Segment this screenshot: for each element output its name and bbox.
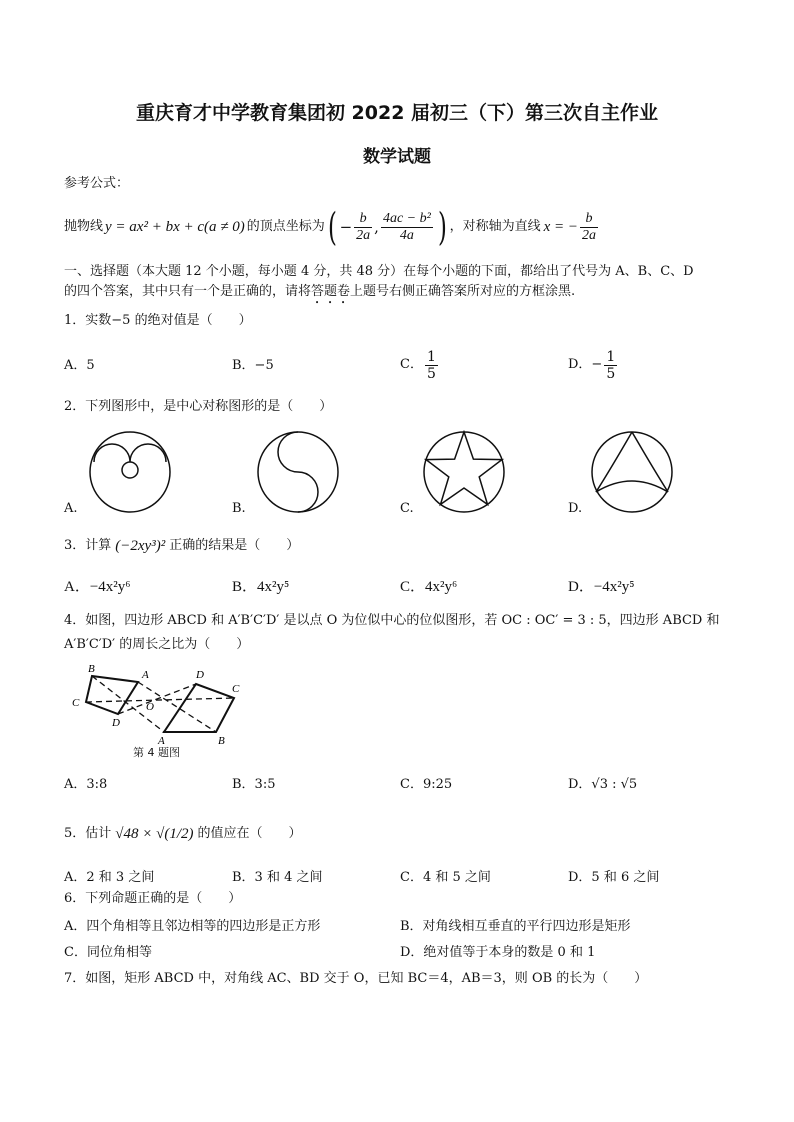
q1-option-a: A．5 <box>64 358 95 373</box>
q5-option-a: A．2 和 3 之间 <box>64 870 155 885</box>
q1-option-d: D．− $\frac{1}{5}$ <box>568 348 616 382</box>
label-o: O <box>146 701 154 713</box>
parabola-expr: y = ax² + bx + c(a ≠ 0) <box>105 219 245 235</box>
page-title: 重庆育才中学教育集团初 2022 届初三（下）第三次自主作业 <box>135 102 659 124</box>
q1-option-b: B．−5 <box>232 358 274 373</box>
label-d-prime: D <box>196 669 204 681</box>
q5-expr: √48 × √(1/2) <box>115 826 194 842</box>
q2-option-c: C. <box>400 501 414 516</box>
q6-option-c: C．同位角相等 <box>64 945 152 960</box>
formula-text-a: 抛物线 <box>64 219 104 234</box>
right-paren: ) <box>437 205 447 249</box>
q3-expr: (−2xy³)² <box>115 538 166 554</box>
q6-option-d: D．绝对值等于本身的数是 0 和 1 <box>400 945 596 960</box>
q3-option-a: A．−4x²y⁶ <box>64 579 131 595</box>
figure-circle-trefoil <box>590 430 674 514</box>
label-a-prime: A <box>158 735 165 747</box>
q4-option-a: A．3:8 <box>64 777 108 792</box>
section-line-2: 的四个答案，其中只有一个是正确的，请将答题卷上题号右侧正确答案所对应的方框涂黑. <box>64 284 576 299</box>
q4-figure-caption: 第 4 题图 <box>133 746 180 759</box>
formula-label: 参考公式： <box>64 176 130 191</box>
q4-option-b: B．3:5 <box>232 777 276 792</box>
q4-line-2: A′B′C′D′ 的周长之比为（ ） <box>64 637 250 652</box>
label-b-prime: B <box>218 735 225 747</box>
q4-option-c: C．9:25 <box>400 777 453 792</box>
q3-option-d: D．−4x²y⁵ <box>568 579 635 595</box>
q7-stem: 7．如图，矩形 ABCD 中，对角线 AC、BD 交于 O，已知 BC＝4，AB＝3，则 OB 的长为（ ） <box>64 971 648 986</box>
q1-stem: 1．实数−5 的绝对值是（ ） <box>64 313 252 328</box>
label-b: B <box>88 663 95 675</box>
label-d: D <box>112 717 120 729</box>
q3-option-c: C．4x²y⁶ <box>400 579 458 595</box>
q4-line-1: 4．如图，四边形 ABCD 和 A′B′C′D′ 是以点 O 为位似中心的位似图形，若 OC : OC′ = 3 : 5，四边形 ABCD 和 <box>64 613 720 628</box>
q6-stem: 6．下列命题正确的是（ ） <box>64 891 242 906</box>
q5-option-b: B．3 和 4 之间 <box>232 870 323 885</box>
label-c: C <box>72 697 80 709</box>
q2-option-b: B. <box>232 501 246 516</box>
section-line-1: 一、选择题（本大题 12 个小题，每小题 4 分，共 48 分）在每个小题的下面，都给出了代号为 A、B、C、D <box>64 264 694 279</box>
figure-circle-taiji <box>256 430 340 514</box>
label-c-prime: C <box>232 683 240 695</box>
q6-option-b: B．对角线相互垂直的平行四边形是矩形 <box>400 919 631 934</box>
vertex-y-fraction: $\frac{\text{4ac − b²}}{4a}$ <box>382 210 431 243</box>
axis-expr: x = − <box>543 219 579 235</box>
q5-option-c: C．4 和 5 之间 <box>400 870 491 885</box>
formula-text-c: ，对称轴为直线 <box>449 219 541 234</box>
vertex-x-fraction: $\frac{b}{2a}$ <box>356 210 371 243</box>
q5-stem: 5．估计 √48 × √(1/2) 的值应在（ ） <box>64 826 302 842</box>
formula-text-b: 的顶点坐标为 <box>246 219 325 234</box>
q2-option-d: D. <box>568 501 583 516</box>
formula-line: 抛物线 y = ax² + bx + c(a ≠ 0) 的顶点坐标为 ( − $\frac{b}{2a}$ , $\frac{\text{4ac − b²}}{4a}$ ) ，对称轴为直线 x = − $\frac{b}{2a}$ <box>64 205 597 249</box>
q5-option-d: D．5 和 6 之间 <box>568 870 660 885</box>
left-paren: ( <box>327 205 337 249</box>
q2-stem: 2．下列图形中，是中心对称图形的是（ ） <box>64 399 333 414</box>
label-a: A <box>142 669 149 681</box>
q3-stem: 3．计算 (−2xy³)² 正确的结果是（ ） <box>64 538 300 554</box>
figure-circle-hearts <box>88 430 172 514</box>
axis-fraction: $\frac{b}{2a}$ <box>582 210 597 243</box>
q1-option-c: C． $\frac{1}{5}$ <box>400 348 436 382</box>
figure-circle-star <box>422 430 506 514</box>
q2-option-a: A. <box>64 501 78 516</box>
q6-option-a: A．四个角相等且邻边相等的四边形是正方形 <box>64 919 321 934</box>
q3-option-b: B．4x²y⁵ <box>232 579 290 595</box>
page-subtitle: 数学试题 <box>363 147 431 167</box>
q4-option-d: D．√3 : √5 <box>568 777 638 792</box>
